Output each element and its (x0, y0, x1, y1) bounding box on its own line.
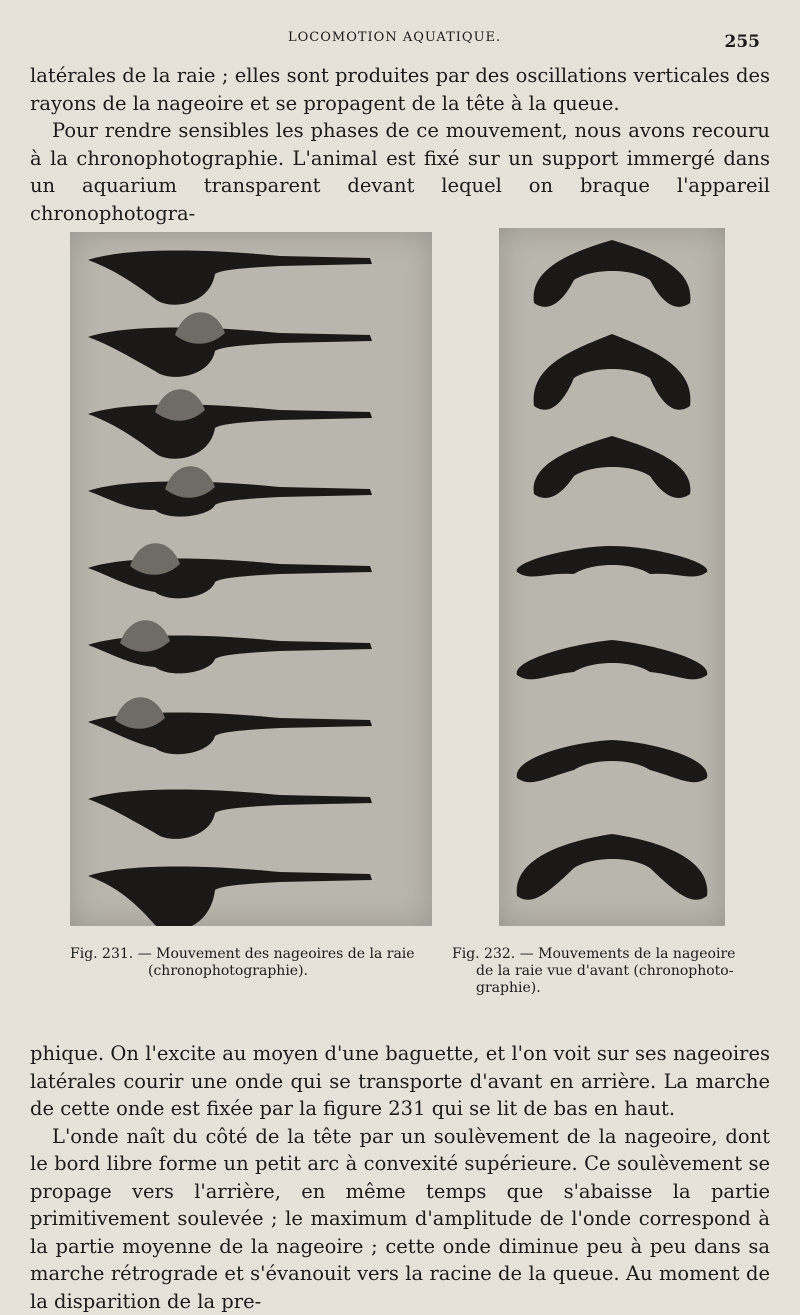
figure-232-caption-line3: graphie). (452, 980, 782, 997)
paragraph-wave-description: L'onde naît du côté de la tête par un soulèvement de la nageoire, dont le bord libre forme un petit arc à convexité supérieure. Ce soulèvement se propage vers l'arrière, en même temps que s'abaisse la partie primitivement soulevée ; le maximum d'amplitude de l'onde correspond à la partie moyenne de la nageoire ; cette onde diminue peu à peu dans sa marche rétrograde et s'évanouit vers la racine de la queue. Au moment de la disparition de la pre- (30, 1123, 770, 1315)
ray-front-silhouette (517, 546, 708, 577)
ray-front-silhouette (534, 240, 691, 307)
ray-side-silhouette (88, 251, 372, 305)
figure-231-photograph (70, 232, 432, 926)
ray-front-silhouette (517, 834, 708, 900)
ray-front-silhouette (517, 740, 708, 782)
running-title: LOCOMOTION AQUATIQUE. (288, 30, 501, 45)
ray-front-silhouette (534, 436, 691, 498)
paragraph-chronophotography: Pour rendre sensibles les phases de ce mouvement, nous avons recouru à la chronophotographie. L'animal est fixé sur un support immergé dans un aquarium transparent devant lequel on braque l'appareil chronophotogra- (30, 117, 770, 227)
figure-231-label: Fig. 231. (70, 946, 133, 962)
ray-side-silhouette (88, 328, 372, 377)
ray-side-silhouette (88, 867, 372, 927)
top-text-block (30, 62, 770, 227)
ray-side-silhouette (88, 482, 372, 517)
ray-side-silhouette (88, 405, 372, 459)
paragraph-excitation: phique. On l'excite au moyen d'une baguette, et l'on voit sur ses nageoires latérales courir une onde qui se transporte d'avant en arrière. La marche de cette onde est fixée par la figure 231 qui se lit de bas en haut. (30, 1040, 770, 1123)
ray-side-silhouette (88, 790, 372, 839)
ray-front-silhouette (517, 640, 708, 679)
figure-232-caption-text: — Mouvements de la nageoire (520, 946, 736, 962)
figure-232-label: Fig. 232. (452, 946, 515, 962)
figure-232-photograph (499, 228, 725, 926)
figure-231-caption-line2: (chronophotographie). (70, 963, 435, 980)
ray-front-silhouette (534, 334, 691, 410)
bottom-text-block (30, 1040, 770, 1315)
figure-232-caption-line2: de la raie vue d'avant (chronophoto- (452, 963, 782, 980)
figure-231-caption-text: — Mouvement des nageoires de la raie (138, 946, 415, 962)
figure-232-frames (499, 228, 725, 926)
paragraph-continuation: latérales de la raie ; elles sont produites par des oscillations verticales des rayons de la nageoire et se propagent de la tête à la queue. (30, 62, 770, 117)
running-head (0, 30, 800, 54)
page-number: 255 (725, 32, 761, 52)
figure-232-caption (452, 946, 782, 997)
figure-231-frames (70, 232, 432, 926)
figure-231-caption (70, 946, 435, 980)
